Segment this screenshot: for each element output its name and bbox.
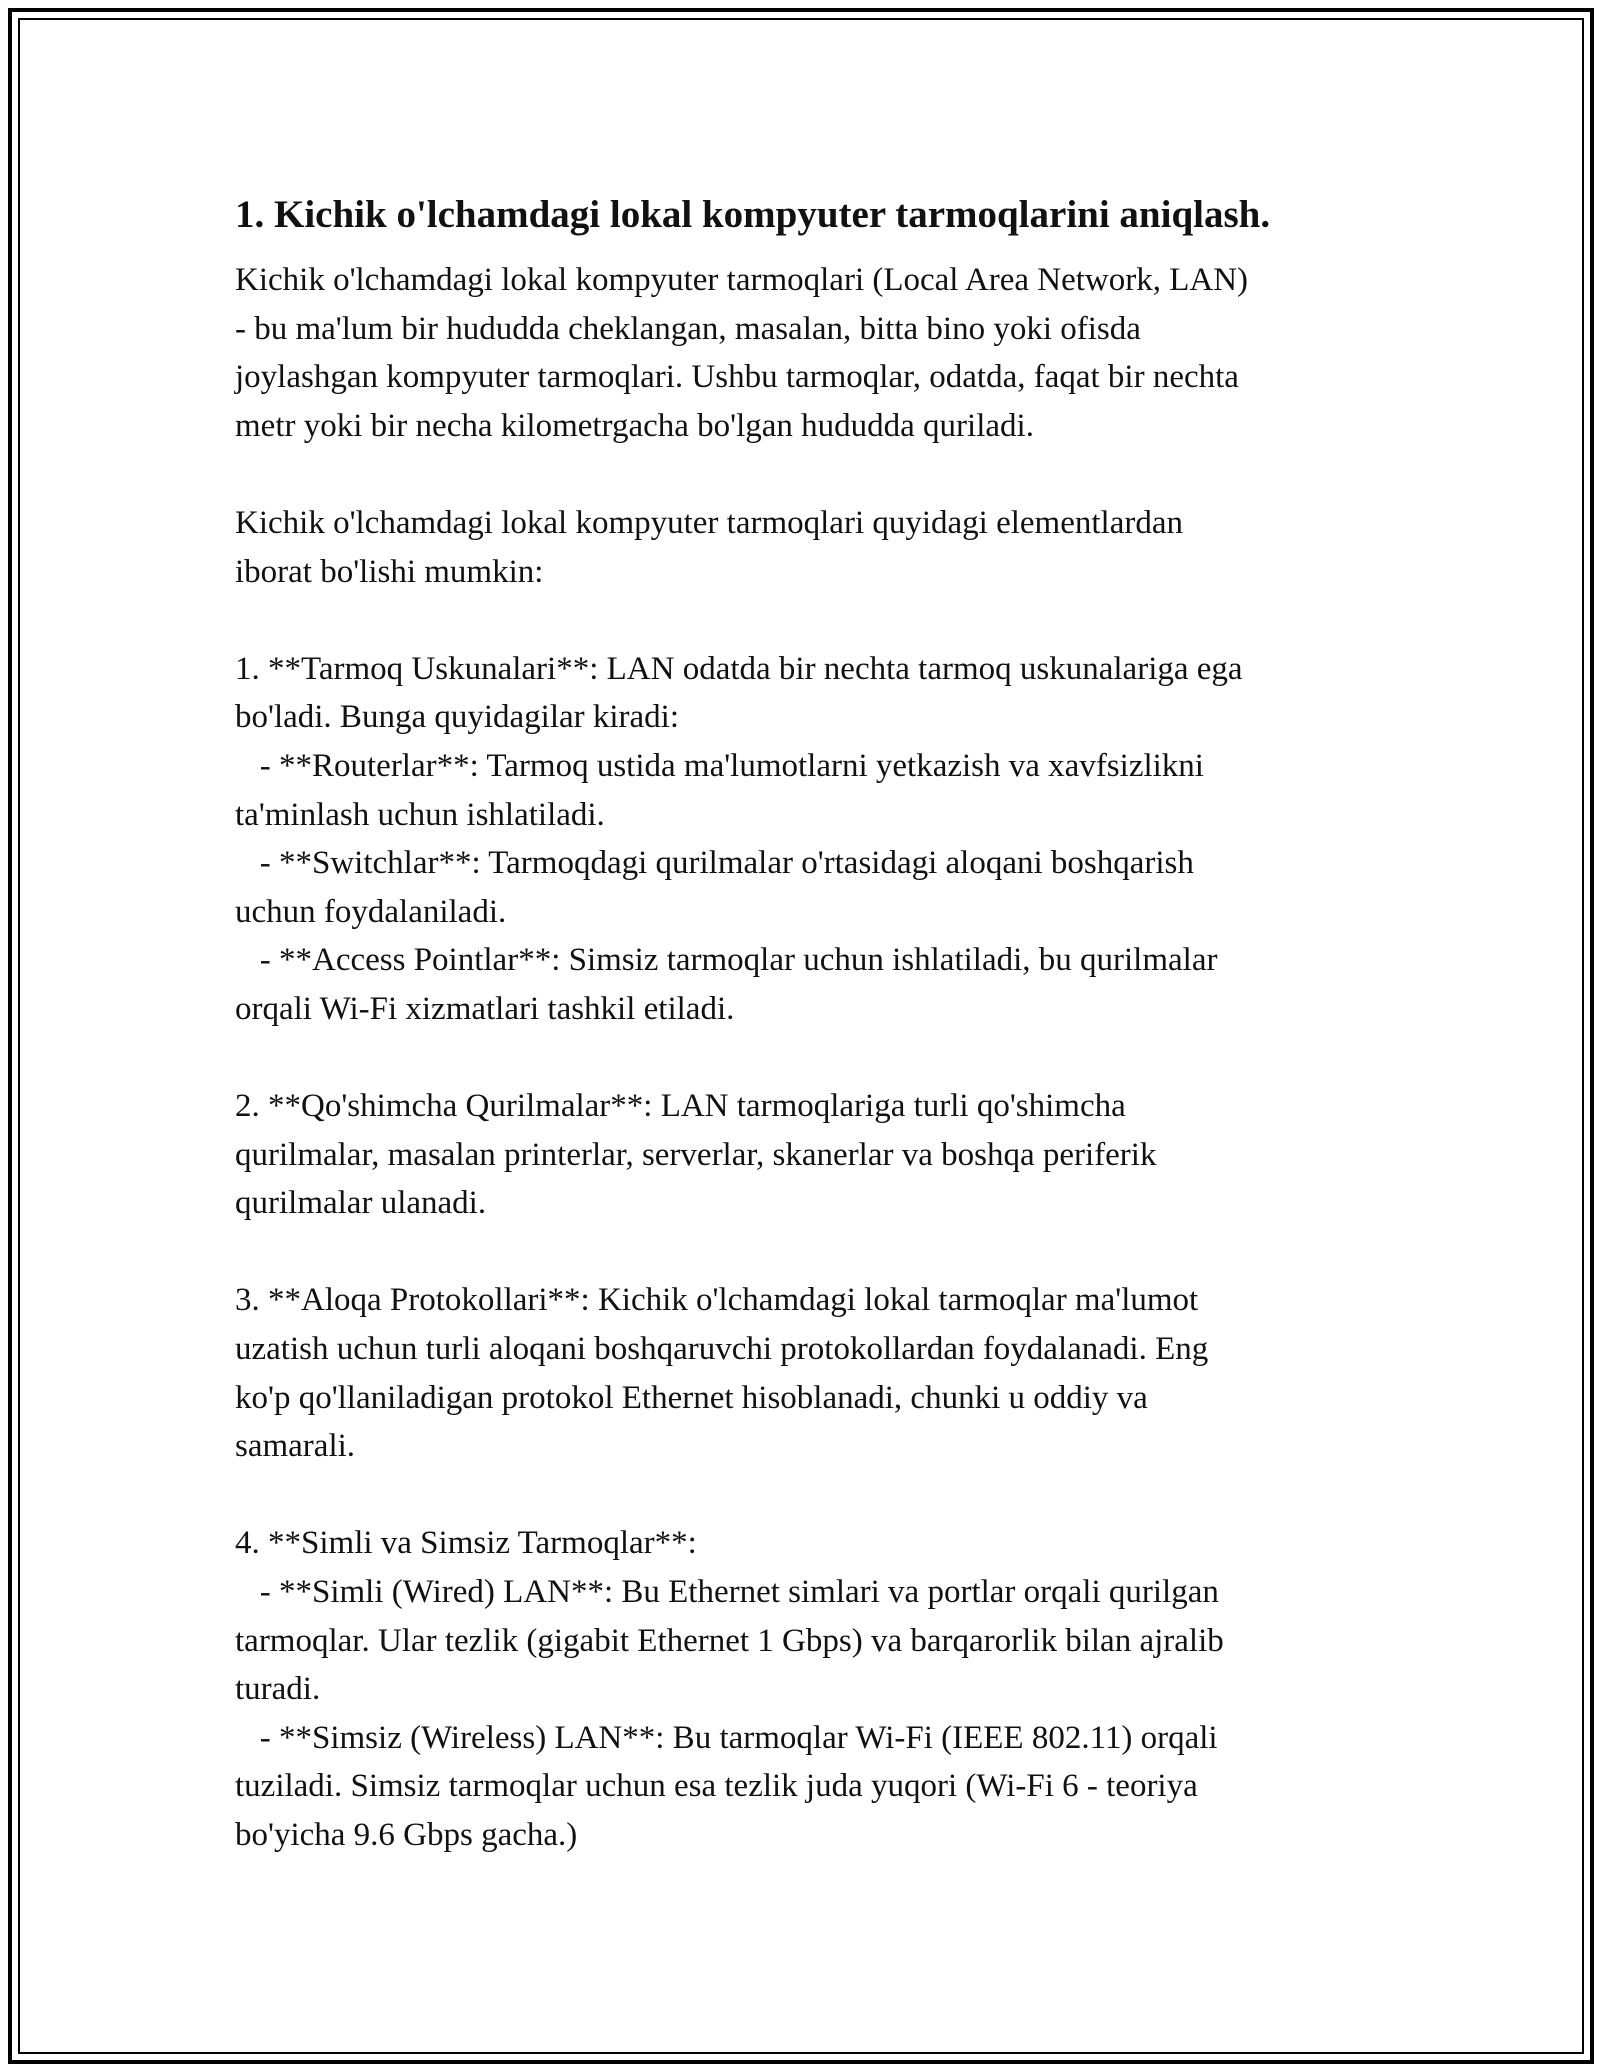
text-line: uzatish uchun turli aloqani boshqaruvchi protokollardan foydalanadi. Eng [235, 1331, 1209, 1368]
paragraph-gap [235, 1228, 1375, 1277]
text-line: joylashgan kompyuter tarmoqlari. Ushbu tarmoqlar, odatda, faqat bir nechta [235, 359, 1239, 396]
text-line: - **Routerlar**: Tarmoq ustida ma'lumotlarni yetkazish va xavfsizlikni [235, 747, 1204, 784]
document-body [235, 186, 1375, 1860]
list-item-additional-devices [235, 1082, 1375, 1228]
paragraph-gap [235, 450, 1375, 499]
intro-paragraph [235, 256, 1375, 450]
text-line: bo'yicha 9.6 Gbps gacha.) [235, 1817, 578, 1853]
text-line: qurilmalar ulanadi. [235, 1185, 487, 1222]
text-line: - **Access Pointlar**: Simsiz tarmoqlar uchun ishlatiladi, bu qurilmalar [235, 942, 1218, 979]
text-line: metr yoki bir necha kilometrgacha bo'lgan hududda quriladi. [235, 407, 1034, 444]
text-line: bo'ladi. Bunga quyidagilar kiradi: [235, 699, 680, 736]
paragraph-gap [235, 1034, 1375, 1083]
text-line: samarali. [235, 1428, 356, 1465]
text-line: qurilmalar, masalan printerlar, serverlar, skanerlar va boshqa periferik [235, 1136, 1157, 1173]
list-item-network-equipment [235, 645, 1375, 1034]
text-line: orqali Wi-Fi xizmatlari tashkil etiladi. [235, 990, 735, 1027]
paragraph-gap [235, 596, 1375, 645]
text-line: - **Simli (Wired) LAN**: Bu Ethernet simlari va portlar orqali qurilgan [235, 1574, 1219, 1611]
text-line: uchun foydalaniladi. [235, 893, 507, 930]
text-line: turadi. [235, 1671, 321, 1708]
text-line: tuziladi. Simsiz tarmoqlar uchun esa tezlik juda yuqori (Wi-Fi 6 - teoriya [235, 1768, 1198, 1805]
text-line: 2. **Qo'shimcha Qurilmalar**: LAN tarmoqlariga turli qo'shimcha [235, 1088, 1126, 1125]
text-line: - **Simsiz (Wireless) LAN**: Bu tarmoqlar Wi-Fi (IEEE 802.11) orqali [235, 1719, 1218, 1756]
list-item-protocols [235, 1276, 1375, 1470]
list-item-wired-wireless [235, 1519, 1375, 1859]
text-line: 1. **Tarmoq Uskunalari**: LAN odatda bir nechta tarmoq uskunalariga ega [235, 650, 1243, 687]
text-line: tarmoqlar. Ular tezlik (gigabit Ethernet 1 Gbps) va barqarorlik bilan ajralib [235, 1622, 1224, 1659]
text-line: - **Switchlar**: Tarmoqdagi qurilmalar o'rtasidagi aloqani boshqarish [235, 845, 1194, 882]
text-line: - bu ma'lum bir hududda cheklangan, masalan, bitta bino yoki ofisda [235, 310, 1141, 347]
text-line: 3. **Aloqa Protokollari**: Kichik o'lchamdagi lokal tarmoqlar ma'lumot [235, 1282, 1199, 1319]
paragraph-gap [235, 1471, 1375, 1520]
elements-intro-paragraph [235, 499, 1375, 596]
text-line: iborat bo'lishi mumkin: [235, 553, 544, 590]
text-line: ta'minlash uchun ishlatiladi. [235, 796, 605, 833]
text-line: Kichik o'lchamdagi lokal kompyuter tarmoqlari quyidagi elementlardan [235, 504, 1183, 541]
text-line: 4. **Simli va Simsiz Tarmoqlar**: [235, 1525, 697, 1562]
text-line: ko'p qo'llaniladigan protokol Ethernet hisoblanadi, chunki u oddiy va [235, 1379, 1148, 1416]
section-heading: 1. Kichik o'lchamdagi lokal kompyuter tarmoqlarini aniqlash. [235, 193, 1271, 236]
text-line: Kichik o'lchamdagi lokal kompyuter tarmoqlari (Local Area Network, LAN) [235, 262, 1249, 298]
